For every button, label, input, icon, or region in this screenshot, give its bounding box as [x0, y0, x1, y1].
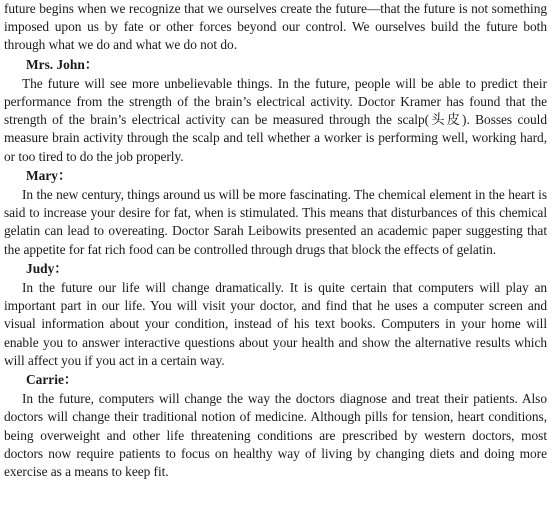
speaker-mrs-john: Mrs. John： [26, 56, 99, 72]
paragraph-carrie: In the future, computers will change the way the doctors diagnose and treat their patients. Also doctors will change their traditional notion of medicine. Although pills for tension, heart conditions, being overweight and other life threatening conditions are prescribed by western doctors, most doctors now require patients to focus on healthy way of living by changing diets and doing more exercise as a means to keep fit. [4, 391, 547, 480]
opening-paragraph: future begins when we recognize that we ourselves create the future—that the future is not something imposed upon us by fate or other forces beyond our control. We ourselves build the future both through what we do and what we do not do. [4, 1, 547, 53]
speaker-mary: Mary： [26, 167, 72, 183]
speaker-carrie: Carrie： [26, 372, 78, 388]
paragraph-mary: In the new century, things around us will be more fascinating. The chemical element in the heart is said to increase your desire for fat, when is stimulated. This means that disturbances of this chemical gelatin can lead to overeating. Doctor Sarah Leibowits presented an academic paper suggesting that the appetite for fat rich food can be controlled through drugs that block the effects of gelatin. [4, 187, 547, 257]
paragraph-mrs-john: The future will see more unbelievable things. In the future, people will be able to predict their performance from the strength of the brain’s electrical activity. Doctor Kramer has found that the strength of the brain’s electrical activity can be measured through the scalp(头皮). Bosses could measure brain activity through the scalp and tell whether a worker is performing well, working hard, or too tired to do the job properly. [4, 75, 547, 164]
paragraph-judy: In the future our life will change dramatically. It is quite certain that computers will play an important part in our life. You will visit your doctor, and find that he uses a computer screen and visual information about your condition, instead of his text books. Computers in your home will enable you to answer interactive questions about your health and show the alternative results which will affect you if you act in a certain way. [4, 280, 547, 368]
speaker-judy: Judy： [26, 260, 68, 276]
